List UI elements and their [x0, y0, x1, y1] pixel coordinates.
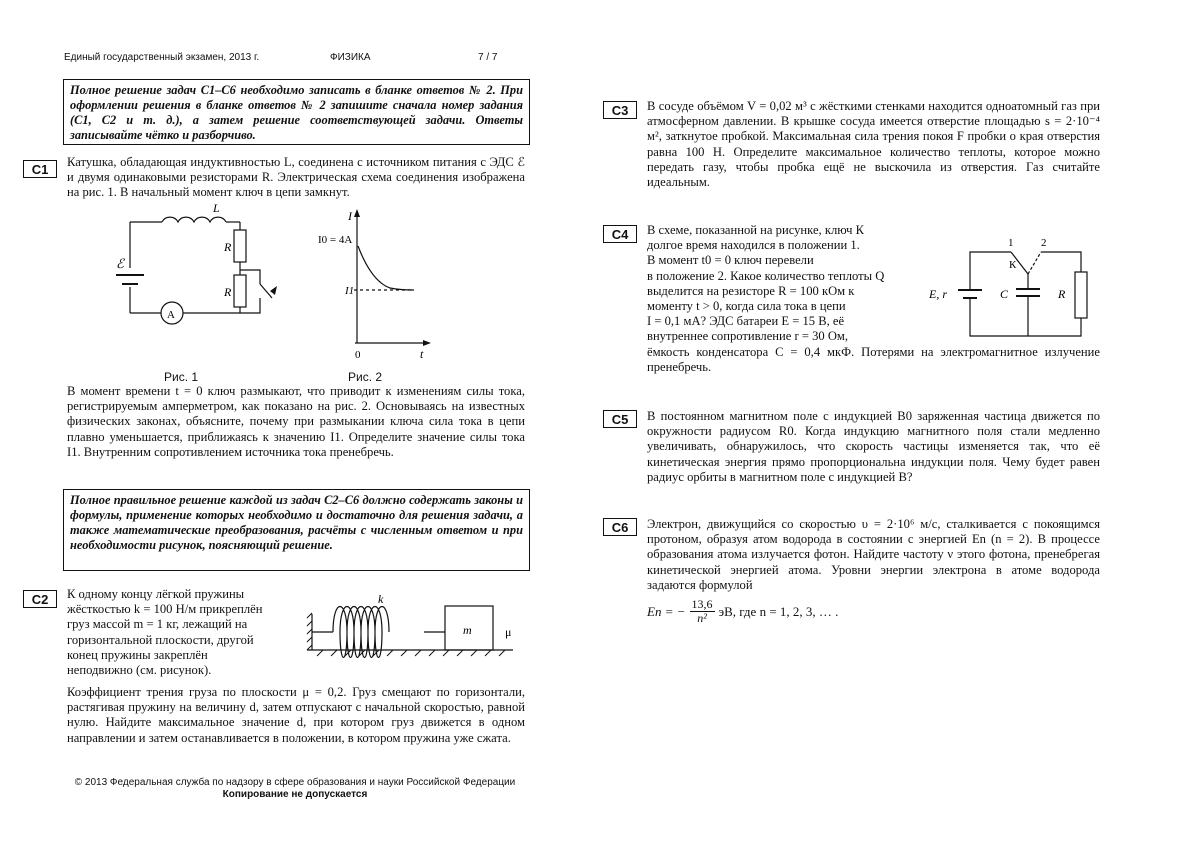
c4-text1: [647, 223, 912, 345]
c1-text2: В момент времени t = 0 ключ размыкают, что приводит к изменениям силы тока, регистрируемым амперметром, как показано на рис. 2. Основываясь на известных физических законах, объясните, почему при размыкании ключа сила тока в цепи плавно уменьшается, приближаясь к значению I1. Определите значение силы тока I1. Внутренним сопротивлением источника тока пренебречь.: [67, 384, 525, 459]
c2-text2: Коэффициент трения груза по плоскости μ = 0,2. Груз смещают по горизонтали, растягивая пружину на величину d, затем отпускают с начальной скоростью, равной нулю. Найдите максимальное значение d, при котором груз движется в одном направлении и затем останавливается в положении, в котором пружина уже сжата.: [67, 685, 525, 745]
c4-line: моменту t > 0, когда сила тока в цепи: [647, 299, 846, 314]
footer-copyright: © 2013 Федеральная служба по надзору в сфере образования и науки Российской Федерации: [74, 777, 516, 788]
c4-figure: [925, 232, 1100, 344]
c2-line: К одному концу лёгкой пружины: [67, 587, 245, 601]
task-label-c6: С6: [603, 518, 637, 536]
fig2-origin-label: 0: [355, 349, 361, 361]
c1-fig2-caption: Рис. 2: [348, 370, 383, 384]
fig2-y-label: I: [348, 209, 352, 223]
switch-arrow: [270, 286, 277, 295]
c2-line: груз массой m = 1 кг, лежащий на: [67, 617, 248, 632]
resistor-2: [234, 275, 246, 307]
c1-figure2: [310, 205, 440, 365]
c4-fig-r: R: [1058, 287, 1066, 301]
fig1-label-r1: R: [224, 240, 232, 254]
formula-denominator: n²: [697, 611, 707, 625]
formula-lhs: En = −: [647, 603, 686, 619]
resistor-1: [234, 230, 246, 262]
formula-fraction: [690, 598, 715, 625]
c4-fig-emf: E, r: [929, 287, 947, 301]
fig2-i0-label: I0 = 4A: [318, 234, 353, 246]
inductor-coil: [162, 217, 226, 222]
c4-line: в положение 2. Какое количество теплоты Q: [647, 268, 885, 283]
c2-fig-k: k: [378, 592, 384, 606]
task-label-c2: С2: [23, 590, 57, 608]
fig2-x-label: t: [420, 347, 424, 361]
header-center: ФИЗИКА: [330, 52, 371, 63]
c2-figure: [295, 592, 530, 672]
c4-line: В момент t0 = 0 ключ перевели: [647, 253, 814, 268]
c4-line: В схеме, показанной на рисунке, ключ К: [647, 223, 865, 237]
c4-line: внутреннее сопротивление r = 30 Ом,: [647, 329, 849, 344]
c2-line: жёсткостью k = 100 Н/м прикреплён: [67, 602, 263, 617]
c2-fig-m: m: [463, 623, 472, 637]
c2-text1: [67, 587, 282, 678]
c6-formula: [647, 598, 838, 625]
c5-text: В постоянном магнитном поле с индукцией B0 заряженная частица движется по окружности радиусом R0. Когда индукцию магнитного поля стали медленно увеличивать, обнаружилось, что скорость частицы изменяется так, что её кинетическая энергия прямо пропорциональна индукции поля. Чему будет равен радиус орбиты в магнитном поле с индукцией B?: [647, 409, 1100, 484]
c4-resistor: [1075, 272, 1087, 318]
c4-fig-pos2: 2: [1041, 237, 1047, 249]
task-label-c5: С5: [603, 410, 637, 428]
c4-line: I = 0,1 мА? ЭДС батареи E = 15 В, её: [647, 314, 845, 329]
fig2-current-curve: [358, 246, 414, 290]
instructions-mid: Полное правильное решение каждой из задач С2–С6 должно содержать законы и формулы, применение которых необходимо и достаточно для решения задачи, а также математические преобразования, расчёты с численным ответом и при необходимости рисунок, поясняющий решение.: [63, 489, 530, 571]
instructions-top: Полное решение задач С1–С6 необходимо записать в бланке ответов № 2. При оформлении решения в бланке ответов № 2 запишите сначала номер задания (С1, С2 и т. д.), а затем решение соответствующей задачи. Ответы записывайте чётко и разборчиво.: [63, 79, 530, 145]
c3-text: В сосуде объёмом V = 0,02 м³ с жёсткими стенками находится одноатомный газ при атмосферном давлении. В крышке сосуда имеется отверстие площадью s = 2·10⁻⁴ м², заткнутое пробкой. Максимальная сила трения покоя F пробки о края отверстия равна 100 Н. Определите максимальное количество теплоты, которое можно передать газу, чтобы пробка ещё не выскочила из отверстия. Газ считайте идеальным.: [647, 99, 1100, 190]
c4-fig-pos1: 1: [1008, 237, 1014, 249]
fig1-label-l: L: [213, 201, 220, 215]
c1-fig1-caption: Рис. 1: [164, 370, 199, 384]
formula-rhs: эВ, где n = 1, 2, 3, … .: [718, 603, 839, 619]
fig2-i1-label: I1: [345, 285, 355, 297]
header-left: Единый государственный экзамен, 2013 г.: [64, 52, 260, 63]
c4-line: выделится на резисторе R = 100 кОм к: [647, 283, 855, 298]
c2-line: конец пружины закреплён: [67, 647, 208, 662]
task-label-c1: С1: [23, 160, 57, 178]
c2-line: неподвижно (см. рисунок).: [67, 663, 212, 678]
header-right: 7 / 7: [478, 52, 498, 63]
c2-line: горизонтальной плоскости, другой: [67, 632, 254, 647]
c2-fig-mu: μ: [505, 625, 512, 639]
fig1-ammeter-label: A: [167, 309, 175, 321]
formula-numerator: 13,6: [691, 597, 713, 611]
c1-text1: Катушка, обладающая индуктивностью L, соединена с источником питания с ЭДС ℰ и двумя одинаковыми резисторами R. Электрическая схема соединения изображена на рис. 1. В начальный момент ключ в цепи замкнут.: [67, 155, 525, 200]
c4-fig-k: К: [1009, 259, 1017, 271]
c4-text2: ёмкость конденсатора C = 0,4 мкФ. Потерями на электромагнитное излучение пренебречь.: [647, 345, 1100, 375]
c4-line: долгое время находился в положении 1.: [647, 238, 860, 253]
footer-no-copy: Копирование не допускается: [222, 789, 368, 800]
c1-figure1: [100, 200, 290, 335]
fig1-label-emf: ℰ: [116, 256, 124, 271]
task-label-c4: С4: [603, 225, 637, 243]
fig1-label-r2: R: [224, 285, 232, 299]
task-label-c3: С3: [603, 101, 637, 119]
c6-text: Электрон, движущийся со скоростью υ = 2·10⁶ м/с, сталкивается с покоящимся протоном, образуя атом водорода в состоянии с энергией En (n = 2). В процессе образования атома излучается фотон. Найдите частоту ν этого фотона, пренебрегая кинетической энергией атома. Уровни энергии электрона в атоме водорода задаются формулой: [647, 517, 1100, 592]
c4-fig-c: C: [1000, 287, 1009, 301]
